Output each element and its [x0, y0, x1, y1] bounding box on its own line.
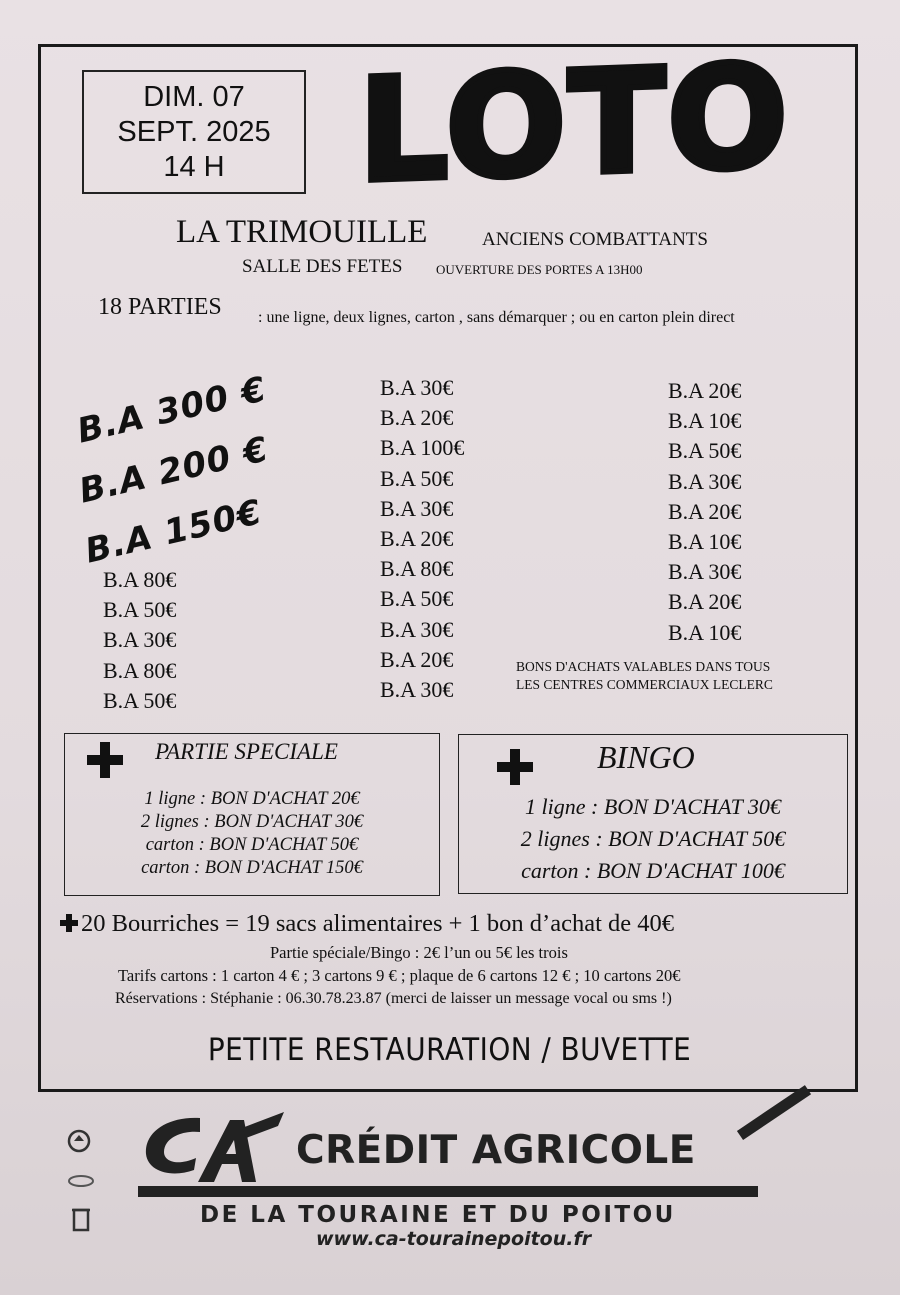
line-prize: BON D'ACHAT 50€ — [608, 826, 786, 851]
town-name: LA TRIMOUILLE — [176, 214, 428, 250]
prize-item: B.A 30€ — [668, 468, 742, 494]
partie-speciale-line — [65, 788, 439, 811]
line-label: 1 ligne : — [144, 789, 211, 809]
line-prize: BON D'ACHAT 30€ — [214, 812, 364, 832]
page-title: LOTO — [358, 34, 790, 215]
bingo-line — [459, 823, 847, 855]
prize-item: B.A 50€ — [668, 438, 742, 464]
bingo-line — [459, 791, 847, 823]
prize-item: B.A 50€ — [103, 597, 177, 623]
partie-speciale-line — [65, 811, 439, 834]
prize-item: B.A 30€ — [380, 375, 454, 400]
prize-item: B.A 20€ — [380, 405, 454, 431]
tarif-cartons: Tarifs cartons : 1 carton 4 € ; 3 cartons 9 € ; plaque de 6 cartons 12 € ; 10 cartons 20€ — [118, 966, 681, 985]
line-label: 2 lignes : — [520, 826, 609, 851]
sponsor-name: CRÉDIT AGRICOLE — [296, 1128, 696, 1173]
big-prize-200: B.A 200 € — [75, 429, 273, 512]
prize-item: B.A 30€ — [103, 627, 177, 653]
line-label: 1 ligne : — [525, 794, 604, 819]
partie-speciale-title: PARTIE SPECIALE — [155, 739, 338, 764]
sponsor-region: DE LA TOURAINE ET DU POITOU — [200, 1202, 676, 1228]
trash-bin-icon — [66, 1206, 96, 1232]
date-month-year: SEPT. 2025 — [117, 116, 271, 148]
bingo-lines — [459, 791, 847, 887]
bingo-panel — [458, 734, 848, 894]
restauration-text: PETITE RESTAURATION / BUVETTE — [208, 1032, 692, 1068]
parties-count: 18 PARTIES — [98, 294, 222, 320]
venue-name: SALLE DES FETES — [242, 256, 403, 277]
big-prize-150: B.A 150€ — [81, 492, 266, 572]
tarif-special: Partie spéciale/Bingo : 2€ l’un ou 5€ les trois — [270, 943, 568, 962]
bourriches-line — [60, 910, 674, 938]
credit-agricole-logo — [138, 1110, 288, 1190]
prize-item: B.A 30€ — [668, 559, 742, 585]
leclerc-note-line: BONS D'ACHATS VALABLES DANS TOUS — [516, 659, 771, 674]
plus-icon — [497, 749, 533, 785]
partie-speciale-line — [65, 857, 439, 880]
bingo-title: BINGO — [597, 739, 695, 775]
bourriches-text: 20 Bourriches = 19 sacs alimentaires + 1 bon d’achat de 40€ — [81, 910, 675, 937]
recycle-icon — [66, 1128, 96, 1154]
leclerc-note-line: LES CENTRES COMMERCIAUX LECLERC — [516, 677, 773, 692]
date-time: 14 H — [163, 151, 225, 183]
prize-column-1 — [103, 565, 176, 716]
prize-item: B.A 50€ — [103, 687, 177, 713]
sponsor-slash — [737, 1085, 811, 1140]
plus-icon — [87, 742, 123, 778]
prize-item: B.A 80€ — [103, 657, 177, 683]
line-label: carton : — [141, 858, 205, 878]
prize-item: B.A 30€ — [380, 616, 454, 642]
sponsor-underline — [138, 1186, 758, 1197]
line-prize: BON D'ACHAT 30€ — [603, 794, 781, 819]
prize-item: B.A 80€ — [103, 567, 177, 592]
prize-item: B.A 80€ — [380, 556, 454, 582]
partie-speciale-lines — [65, 788, 439, 880]
line-label: carton : — [521, 858, 597, 883]
prize-item: B.A 30€ — [380, 677, 454, 703]
eye-icon — [66, 1168, 96, 1194]
prize-item: B.A 10€ — [668, 529, 742, 555]
line-label: carton : — [145, 835, 210, 855]
organizer-name: ANCIENS COMBATTANTS — [482, 229, 708, 250]
partie-speciale-panel — [64, 733, 440, 896]
prize-item: B.A 20€ — [380, 646, 454, 672]
prize-column-3 — [668, 376, 741, 648]
leclerc-note — [516, 658, 773, 694]
prize-item: B.A 20€ — [668, 589, 742, 615]
prize-item: B.A 100€ — [380, 435, 465, 461]
prize-item: B.A 50€ — [380, 586, 454, 612]
prize-item: B.A 20€ — [380, 526, 454, 552]
sponsor-url[interactable]: www.ca-tourainepoitou.fr — [316, 1228, 592, 1250]
prize-item: B.A 10€ — [668, 619, 742, 645]
prize-item: B.A 30€ — [380, 495, 454, 521]
reservations: Réservations : Stéphanie : 06.30.78.23.87 (merci de laisser un message vocal ou sms !) — [115, 990, 672, 1007]
prize-item: B.A 50€ — [380, 465, 454, 491]
line-prize: BON D'ACHAT 150€ — [204, 858, 363, 878]
parties-description: : une ligne, deux lignes, carton , sans démarquer ; ou en carton plein direct — [258, 309, 735, 326]
restauration-banner — [0, 1032, 900, 1068]
date-box — [82, 70, 306, 194]
partie-speciale-line — [65, 834, 439, 857]
plus-icon — [60, 914, 78, 932]
doors-opening: OUVERTURE DES PORTES A 13H00 — [436, 262, 643, 277]
prize-item: B.A 20€ — [668, 498, 742, 524]
prize-item: B.A 10€ — [668, 408, 742, 434]
date-day: DIM. 07 — [143, 81, 245, 113]
line-prize: BON D'ACHAT 100€ — [596, 858, 785, 883]
line-prize: BON D'ACHAT 50€ — [209, 835, 359, 855]
line-label: 2 lignes : — [140, 812, 215, 832]
line-prize: BON D'ACHAT 20€ — [210, 789, 360, 809]
prize-column-2 — [380, 373, 464, 705]
bingo-line — [459, 855, 847, 887]
big-prize-300: B.A 300 € — [73, 369, 271, 452]
prize-item: B.A 20€ — [668, 378, 742, 403]
